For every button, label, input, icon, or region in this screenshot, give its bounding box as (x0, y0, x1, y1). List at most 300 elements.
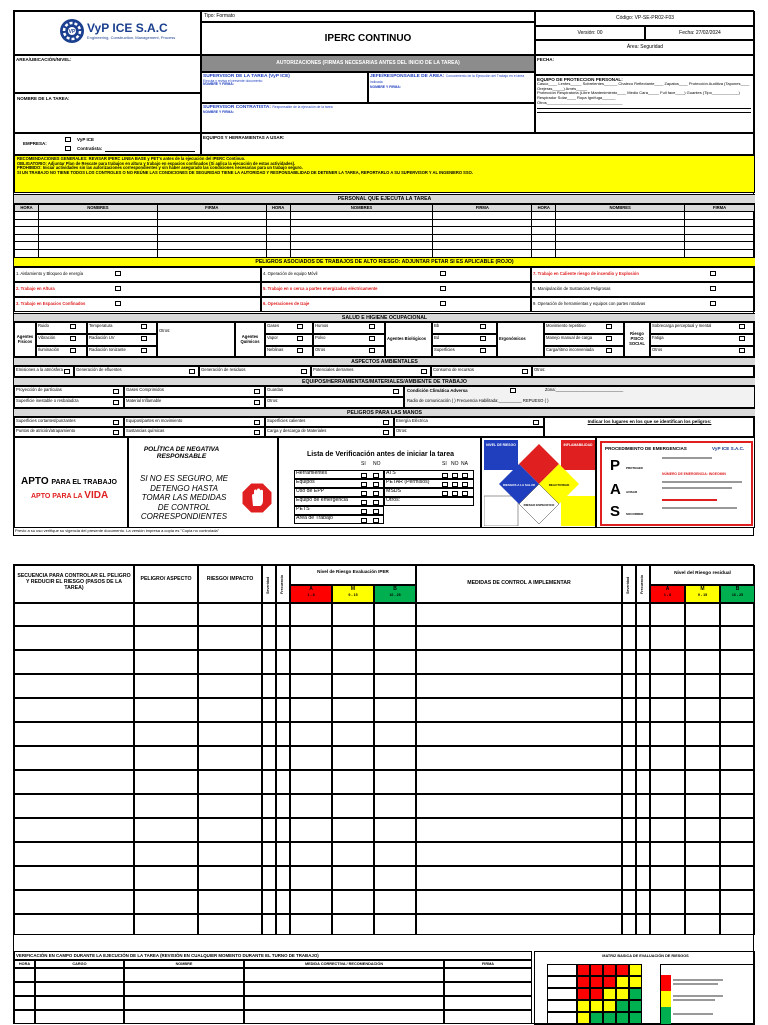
iper-cell[interactable] (685, 722, 720, 746)
iper-cell[interactable] (14, 770, 134, 794)
iper-cell[interactable] (374, 770, 416, 794)
checklist-si-checkbox[interactable] (361, 482, 367, 487)
iper-cell[interactable] (650, 890, 685, 914)
iper-cell[interactable] (290, 674, 332, 698)
personal-cell[interactable] (290, 249, 433, 257)
personal-cell[interactable] (157, 242, 266, 250)
checklist-no-checkbox[interactable] (373, 518, 379, 523)
iper-cell[interactable] (262, 818, 276, 842)
iper-cell[interactable] (262, 650, 276, 674)
personal-cell[interactable] (685, 212, 755, 220)
equipo-checkbox[interactable] (254, 389, 260, 394)
salud-checkbox[interactable] (606, 336, 612, 341)
verificacion-cell[interactable] (14, 982, 35, 996)
iper-cell[interactable] (374, 722, 416, 746)
personal-cell[interactable] (15, 212, 39, 220)
iper-cell[interactable] (636, 770, 650, 794)
verificacion-cell[interactable] (124, 968, 244, 982)
personal-cell[interactable] (556, 234, 685, 242)
iper-cell[interactable] (416, 603, 622, 626)
personal-cell[interactable] (685, 219, 755, 227)
manos-checkbox[interactable] (113, 430, 119, 435)
iper-cell[interactable] (290, 746, 332, 770)
iper-cell[interactable] (290, 770, 332, 794)
iper-cell[interactable] (198, 914, 262, 935)
iper-cell[interactable] (332, 794, 374, 818)
iper-cell[interactable] (262, 914, 276, 935)
personal-cell[interactable] (290, 227, 433, 235)
iper-cell[interactable] (134, 866, 198, 890)
checklist-no-checkbox[interactable] (373, 473, 379, 478)
iper-cell[interactable] (622, 722, 636, 746)
iper-cell[interactable] (198, 794, 262, 818)
personal-cell[interactable] (556, 212, 685, 220)
iper-cell[interactable] (622, 626, 636, 650)
verificacion-cell[interactable] (444, 1010, 532, 1024)
iper-cell[interactable] (650, 603, 685, 626)
iper-cell[interactable] (650, 866, 685, 890)
personal-cell[interactable] (290, 219, 433, 227)
iper-cell[interactable] (416, 770, 622, 794)
iper-cell[interactable] (290, 722, 332, 746)
equipo-checkbox[interactable] (113, 400, 119, 405)
personal-cell[interactable] (532, 219, 556, 227)
iper-cell[interactable] (276, 698, 290, 722)
iper-cell[interactable] (262, 698, 276, 722)
iper-cell[interactable] (198, 650, 262, 674)
iper-cell[interactable] (134, 842, 198, 866)
iper-cell[interactable] (276, 626, 290, 650)
iper-cell[interactable] (198, 626, 262, 650)
iper-cell[interactable] (276, 674, 290, 698)
salud-checkbox[interactable] (480, 336, 486, 341)
iper-cell[interactable] (198, 698, 262, 722)
iper-cell[interactable] (276, 770, 290, 794)
iper-cell[interactable] (685, 674, 720, 698)
iper-cell[interactable] (720, 818, 755, 842)
iper-cell[interactable] (622, 890, 636, 914)
iper-cell[interactable] (134, 890, 198, 914)
iper-cell[interactable] (720, 698, 755, 722)
iper-cell[interactable] (332, 698, 374, 722)
iper-cell[interactable] (374, 603, 416, 626)
iper-cell[interactable] (290, 603, 332, 626)
iper-cell[interactable] (14, 866, 134, 890)
personal-cell[interactable] (157, 234, 266, 242)
iper-cell[interactable] (374, 746, 416, 770)
iper-cell[interactable] (685, 866, 720, 890)
iper-cell[interactable] (198, 722, 262, 746)
personal-cell[interactable] (685, 242, 755, 250)
iper-cell[interactable] (290, 794, 332, 818)
checklist-no-checkbox[interactable] (373, 509, 379, 514)
equipo-checkbox[interactable] (254, 400, 260, 405)
iper-cell[interactable] (262, 770, 276, 794)
salud-checkbox[interactable] (141, 336, 147, 341)
personal-cell[interactable] (556, 242, 685, 250)
fecha-field[interactable]: FECHA: (535, 55, 755, 75)
iper-cell[interactable] (720, 722, 755, 746)
salud-checkbox[interactable] (70, 324, 76, 329)
iper-cell[interactable] (332, 890, 374, 914)
iper-cell[interactable] (685, 794, 720, 818)
personal-cell[interactable] (532, 212, 556, 220)
iper-cell[interactable] (134, 794, 198, 818)
personal-cell[interactable] (15, 227, 39, 235)
checklist-si-checkbox[interactable] (361, 500, 367, 505)
iper-cell[interactable] (416, 794, 622, 818)
personal-cell[interactable] (290, 212, 433, 220)
area-field[interactable]: AREA/UBICACIÓN/NIVEL: (14, 55, 201, 93)
alto-riesgo-checkbox[interactable] (115, 301, 121, 306)
iper-cell[interactable] (636, 866, 650, 890)
iper-cell[interactable] (134, 818, 198, 842)
iper-cell[interactable] (650, 746, 685, 770)
alto-riesgo-checkbox[interactable] (440, 271, 446, 276)
personal-cell[interactable] (157, 219, 266, 227)
ambiental-checkbox[interactable] (421, 369, 427, 374)
empresa-contratista-checkbox[interactable] (65, 146, 71, 151)
ambiental-checkbox[interactable] (189, 369, 195, 374)
verificacion-cell[interactable] (14, 996, 35, 1010)
checklist-si-checkbox[interactable] (361, 518, 367, 523)
iper-cell[interactable] (622, 914, 636, 935)
salud-checkbox[interactable] (70, 348, 76, 353)
verificacion-cell[interactable] (124, 1010, 244, 1024)
iper-cell[interactable] (374, 890, 416, 914)
personal-cell[interactable] (433, 234, 532, 242)
iper-cell[interactable] (685, 842, 720, 866)
iper-cell[interactable] (332, 866, 374, 890)
iper-cell[interactable] (134, 914, 198, 935)
jefe-area-box[interactable] (368, 72, 535, 103)
iper-cell[interactable] (290, 842, 332, 866)
personal-cell[interactable] (38, 219, 157, 227)
verificacion-cell[interactable] (14, 968, 35, 982)
checklist-no-checkbox[interactable] (452, 473, 458, 478)
personal-cell[interactable] (290, 234, 433, 242)
verificacion-cell[interactable] (244, 996, 444, 1010)
iper-cell[interactable] (198, 890, 262, 914)
iper-cell[interactable] (198, 770, 262, 794)
personal-cell[interactable] (685, 227, 755, 235)
iper-cell[interactable] (14, 674, 134, 698)
iper-cell[interactable] (416, 722, 622, 746)
iper-cell[interactable] (134, 770, 198, 794)
checklist-no-checkbox[interactable] (373, 500, 379, 505)
personal-cell[interactable] (266, 227, 290, 235)
iper-cell[interactable] (276, 914, 290, 935)
equipos-herramientas-field[interactable]: EQUIPOS Y HERRAMIENTAS A USAR: (201, 133, 755, 155)
checklist-si-checkbox[interactable] (361, 473, 367, 478)
checklist-no-checkbox[interactable] (373, 491, 379, 496)
iper-cell[interactable] (636, 818, 650, 842)
personal-cell[interactable] (433, 212, 532, 220)
iper-cell[interactable] (134, 746, 198, 770)
indicar-lugares[interactable]: Indicar los lugares en los que se identifican los peligros: (544, 417, 755, 437)
verificacion-cell[interactable] (444, 996, 532, 1010)
verificacion-cell[interactable] (244, 1010, 444, 1024)
salud-checkbox[interactable] (606, 348, 612, 353)
iper-cell[interactable] (720, 890, 755, 914)
iper-cell[interactable] (134, 674, 198, 698)
iper-cell[interactable] (134, 603, 198, 626)
iper-cell[interactable] (198, 674, 262, 698)
iper-cell[interactable] (416, 842, 622, 866)
personal-cell[interactable] (266, 219, 290, 227)
iper-cell[interactable] (14, 842, 134, 866)
iper-cell[interactable] (374, 914, 416, 935)
iper-cell[interactable] (262, 626, 276, 650)
iper-cell[interactable] (650, 674, 685, 698)
verificacion-cell[interactable] (35, 982, 124, 996)
iper-cell[interactable] (290, 914, 332, 935)
salud-checkbox[interactable] (480, 324, 486, 329)
checklist-si-checkbox[interactable] (442, 473, 448, 478)
iper-cell[interactable] (14, 794, 134, 818)
alto-riesgo-checkbox[interactable] (710, 271, 716, 276)
iper-cell[interactable] (332, 603, 374, 626)
personal-cell[interactable] (38, 242, 157, 250)
iper-cell[interactable] (374, 818, 416, 842)
verificacion-cell[interactable] (124, 996, 244, 1010)
iper-cell[interactable] (720, 650, 755, 674)
iper-cell[interactable] (650, 650, 685, 674)
iper-cell[interactable] (374, 866, 416, 890)
personal-cell[interactable] (433, 249, 532, 257)
salud-checkbox[interactable] (141, 348, 147, 353)
iper-cell[interactable] (332, 674, 374, 698)
iper-cell[interactable] (134, 698, 198, 722)
iper-cell[interactable] (332, 914, 374, 935)
alto-riesgo-checkbox[interactable] (710, 286, 716, 291)
iper-cell[interactable] (622, 770, 636, 794)
climatica-checkbox[interactable] (510, 388, 516, 393)
salud-checkbox[interactable] (480, 348, 486, 353)
manos-checkbox[interactable] (383, 420, 389, 425)
salud-checkbox[interactable] (369, 348, 375, 353)
ambiental-checkbox[interactable] (301, 369, 307, 374)
iper-cell[interactable] (262, 722, 276, 746)
iper-cell[interactable] (290, 626, 332, 650)
iper-cell[interactable] (276, 746, 290, 770)
personal-cell[interactable] (290, 242, 433, 250)
personal-cell[interactable] (38, 212, 157, 220)
supervisor-tarea-box[interactable] (201, 72, 368, 103)
iper-cell[interactable] (14, 650, 134, 674)
iper-cell[interactable] (262, 842, 276, 866)
salud-checkbox[interactable] (369, 336, 375, 341)
iper-cell[interactable] (262, 890, 276, 914)
personal-cell[interactable] (556, 227, 685, 235)
iper-cell[interactable] (332, 650, 374, 674)
iper-cell[interactable] (416, 746, 622, 770)
iper-cell[interactable] (622, 603, 636, 626)
iper-cell[interactable] (332, 770, 374, 794)
iper-cell[interactable] (636, 842, 650, 866)
personal-cell[interactable] (685, 234, 755, 242)
iper-cell[interactable] (720, 794, 755, 818)
checklist-si-checkbox[interactable] (442, 482, 448, 487)
empresa-vyp-checkbox[interactable] (65, 137, 71, 142)
iper-cell[interactable] (650, 794, 685, 818)
iper-cell[interactable] (198, 818, 262, 842)
checklist-na-checkbox[interactable] (462, 491, 468, 496)
iper-cell[interactable] (650, 770, 685, 794)
verificacion-cell[interactable] (244, 968, 444, 982)
radio-field[interactable]: Radio de comunicación ( ) Frecuencia Habilitada:__________ REPUESO ( ) (407, 398, 549, 403)
iper-cell[interactable] (636, 890, 650, 914)
salud-checkbox[interactable] (369, 324, 375, 329)
iper-cell[interactable] (416, 890, 622, 914)
iper-cell[interactable] (685, 746, 720, 770)
iper-cell[interactable] (276, 866, 290, 890)
nombre-tarea-field[interactable]: NOMBRE DE LA TAREA: (14, 93, 201, 133)
iper-cell[interactable] (685, 890, 720, 914)
personal-cell[interactable] (532, 227, 556, 235)
iper-cell[interactable] (374, 626, 416, 650)
iper-cell[interactable] (276, 890, 290, 914)
personal-cell[interactable] (38, 249, 157, 257)
iper-cell[interactable] (276, 650, 290, 674)
iper-cell[interactable] (416, 818, 622, 842)
iper-cell[interactable] (374, 674, 416, 698)
personal-cell[interactable] (556, 219, 685, 227)
iper-cell[interactable] (685, 818, 720, 842)
personal-cell[interactable] (532, 242, 556, 250)
personal-cell[interactable] (15, 249, 39, 257)
verificacion-cell[interactable] (35, 996, 124, 1010)
iper-cell[interactable] (332, 746, 374, 770)
iper-cell[interactable] (416, 914, 622, 935)
equipo-checkbox[interactable] (393, 389, 399, 394)
personal-cell[interactable] (685, 249, 755, 257)
personal-cell[interactable] (556, 249, 685, 257)
equipo-checkbox[interactable] (113, 389, 119, 394)
salud-checkbox[interactable] (297, 348, 303, 353)
iper-cell[interactable] (720, 603, 755, 626)
iper-cell[interactable] (636, 914, 650, 935)
iper-cell[interactable] (374, 650, 416, 674)
iper-cell[interactable] (685, 698, 720, 722)
iper-cell[interactable] (14, 746, 134, 770)
iper-cell[interactable] (685, 914, 720, 935)
checklist-na-checkbox[interactable] (462, 482, 468, 487)
iper-cell[interactable] (14, 626, 134, 650)
alto-riesgo-checkbox[interactable] (710, 301, 716, 306)
manos-checkbox[interactable] (113, 420, 119, 425)
ambiental-checkbox[interactable] (64, 369, 70, 374)
iper-cell[interactable] (14, 698, 134, 722)
iper-cell[interactable] (416, 626, 622, 650)
iper-cell[interactable] (720, 746, 755, 770)
iper-cell[interactable] (636, 674, 650, 698)
iper-cell[interactable] (290, 866, 332, 890)
iper-cell[interactable] (622, 698, 636, 722)
checklist-no-checkbox[interactable] (373, 482, 379, 487)
iper-cell[interactable] (622, 818, 636, 842)
iper-cell[interactable] (622, 866, 636, 890)
iper-cell[interactable] (622, 650, 636, 674)
iper-cell[interactable] (276, 603, 290, 626)
manos-checkbox[interactable] (254, 430, 260, 435)
iper-cell[interactable] (198, 842, 262, 866)
iper-cell[interactable] (636, 626, 650, 650)
iper-cell[interactable] (720, 626, 755, 650)
iper-cell[interactable] (276, 722, 290, 746)
personal-cell[interactable] (532, 249, 556, 257)
verificacion-cell[interactable] (124, 982, 244, 996)
personal-cell[interactable] (266, 234, 290, 242)
personal-cell[interactable] (157, 227, 266, 235)
checklist-si-checkbox[interactable] (361, 491, 367, 496)
iper-cell[interactable] (14, 722, 134, 746)
iper-cell[interactable] (720, 866, 755, 890)
iper-cell[interactable] (622, 746, 636, 770)
personal-cell[interactable] (433, 242, 532, 250)
personal-cell[interactable] (157, 249, 266, 257)
iper-cell[interactable] (134, 722, 198, 746)
iper-cell[interactable] (262, 603, 276, 626)
iper-cell[interactable] (262, 866, 276, 890)
iper-cell[interactable] (332, 722, 374, 746)
personal-cell[interactable] (266, 242, 290, 250)
iper-cell[interactable] (622, 794, 636, 818)
checklist-si-checkbox[interactable] (442, 491, 448, 496)
iper-cell[interactable] (14, 890, 134, 914)
iper-cell[interactable] (416, 866, 622, 890)
iper-cell[interactable] (332, 842, 374, 866)
epp-box[interactable] (535, 75, 755, 133)
iper-cell[interactable] (374, 794, 416, 818)
manos-checkbox[interactable] (254, 420, 260, 425)
personal-cell[interactable] (266, 249, 290, 257)
iper-cell[interactable] (622, 674, 636, 698)
iper-cell[interactable] (650, 722, 685, 746)
iper-cell[interactable] (720, 842, 755, 866)
zona-field[interactable]: Zona:_____________________________ (545, 387, 624, 392)
iper-cell[interactable] (720, 914, 755, 935)
iper-cell[interactable] (650, 626, 685, 650)
iper-cell[interactable] (198, 603, 262, 626)
iper-cell[interactable] (685, 603, 720, 626)
manos-checkbox[interactable] (383, 430, 389, 435)
alto-riesgo-checkbox[interactable] (440, 286, 446, 291)
iper-cell[interactable] (636, 698, 650, 722)
personal-cell[interactable] (15, 242, 39, 250)
iper-cell[interactable] (416, 650, 622, 674)
iper-cell[interactable] (134, 650, 198, 674)
iper-cell[interactable] (198, 746, 262, 770)
contratista-line[interactable] (105, 151, 195, 152)
iper-cell[interactable] (14, 914, 134, 935)
iper-cell[interactable] (198, 866, 262, 890)
verificacion-cell[interactable] (244, 982, 444, 996)
alto-riesgo-checkbox[interactable] (115, 271, 121, 276)
iper-cell[interactable] (290, 698, 332, 722)
iper-cell[interactable] (416, 698, 622, 722)
alto-riesgo-checkbox[interactable] (440, 301, 446, 306)
personal-cell[interactable] (266, 212, 290, 220)
salud-checkbox[interactable] (297, 336, 303, 341)
iper-cell[interactable] (720, 770, 755, 794)
checklist-na-checkbox[interactable] (462, 473, 468, 478)
iper-cell[interactable] (262, 674, 276, 698)
verificacion-cell[interactable] (444, 982, 532, 996)
verificacion-cell[interactable] (35, 1010, 124, 1024)
salud-checkbox[interactable] (739, 348, 745, 353)
personal-cell[interactable] (15, 234, 39, 242)
